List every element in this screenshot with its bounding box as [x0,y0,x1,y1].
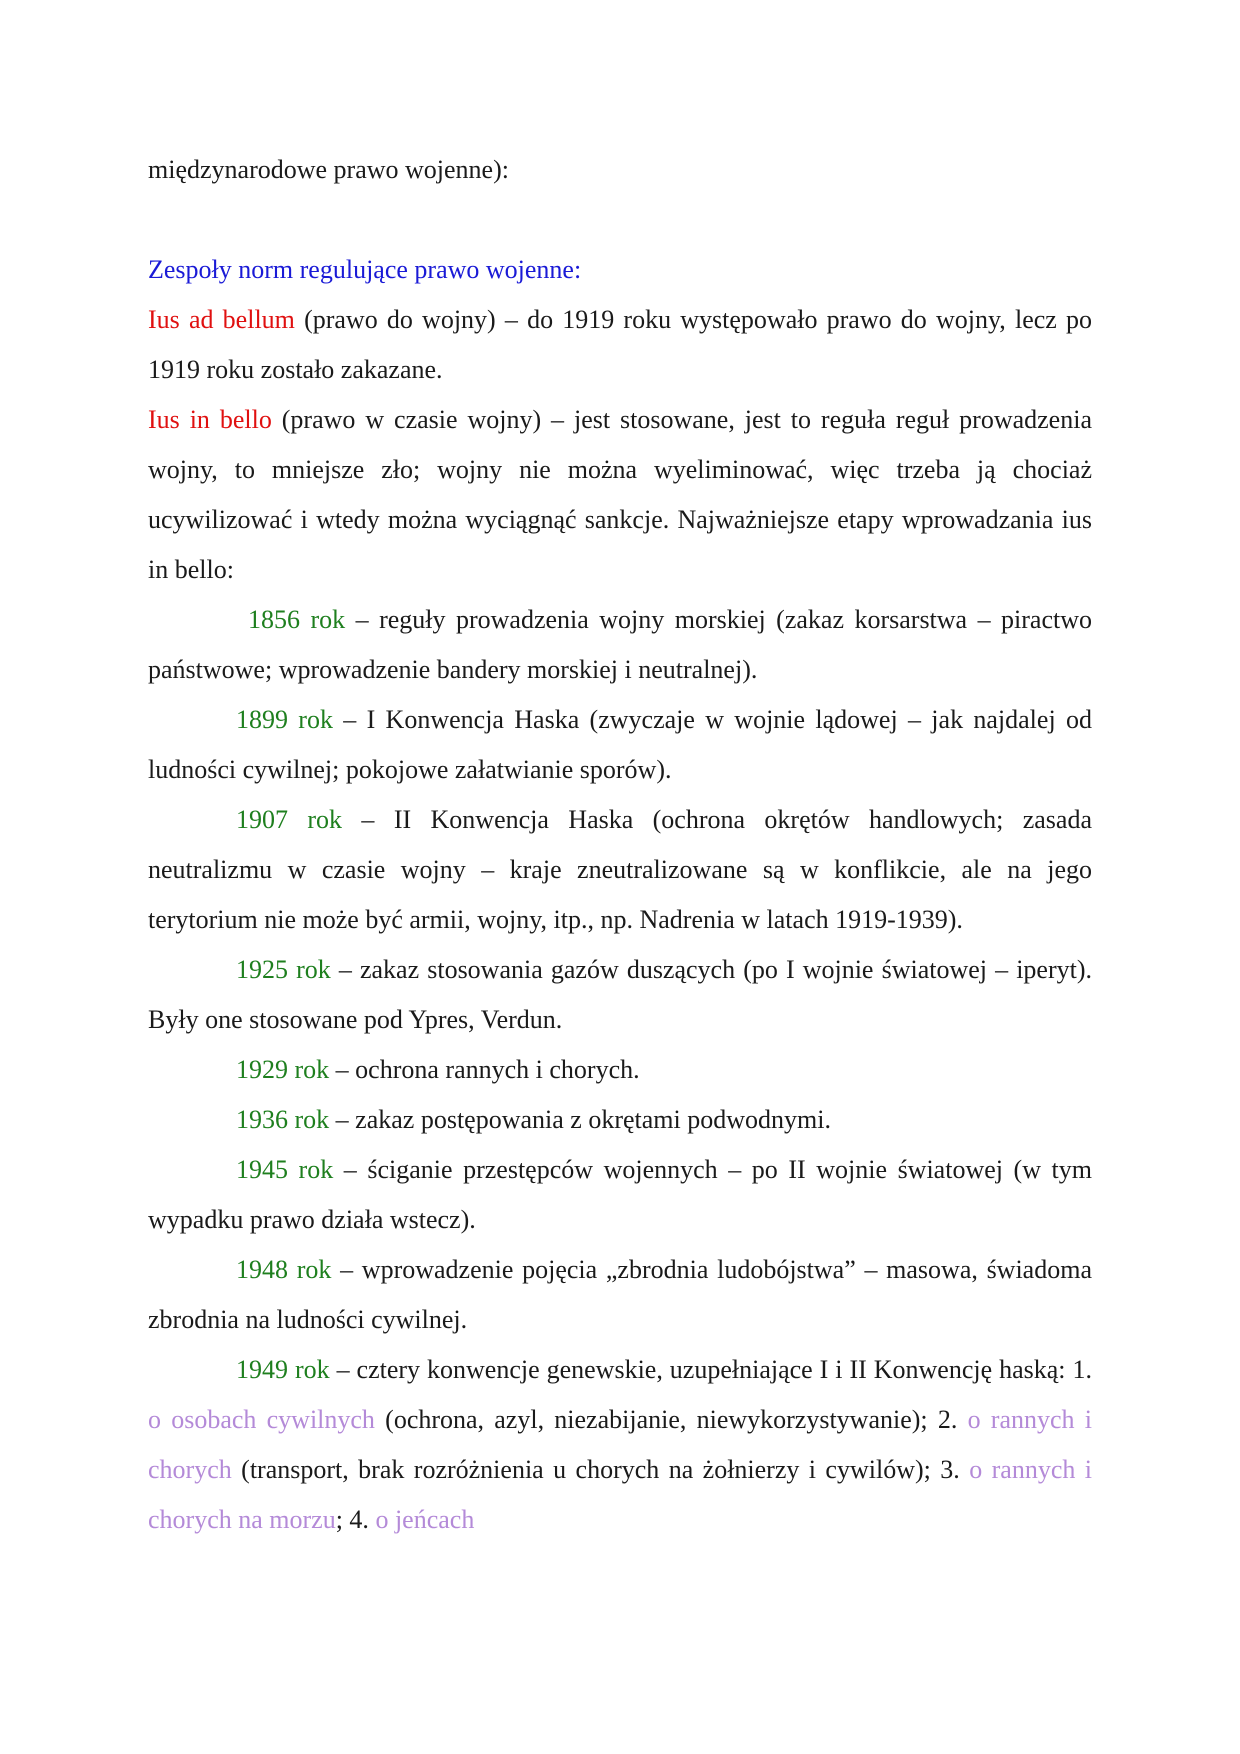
convention-prisoners: o jeńcach [375,1505,475,1534]
ius-in-bello-paragraph [148,395,1092,595]
convention-wounded-sick-at-sea: o rannych i chorych na morzu [148,1455,1092,1534]
ius-in-bello-text: (prawo w czasie wojny) – jest stosowane, jest to reguła reguł prowadzenia wojny, to mniejsze zło; wojny nie można wyeliminować, więc trzeba ją chociaż ucywilizować i wtedy można wyciągnąć sankcje. Najważniejsze etapy wprowadzania ius in bello: [148,405,1092,584]
milestone-paragraph-1856 [148,595,1092,695]
milestone-text: – reguły prowadzenia wojny morskiej (zakaz korsarstwa – piractwo państwowe; wprowadzenie bandery morskiej i neutralnej). [148,605,1092,684]
milestone-text: – wprowadzenie pojęcia „zbrodnia ludobójstwa” – masowa, świadoma zbrodnia na ludności cywilnej. [148,1255,1092,1334]
convention-civilians: o osobach cywilnych [148,1405,375,1434]
milestone-text: – zakaz postępowania z okrętami podwodnymi. [329,1105,831,1134]
milestone-year: 1948 rok [236,1255,332,1284]
milestone-year: 1936 rok [236,1105,330,1134]
intro-tail-line: międzynarodowe prawo wojenne): [148,155,509,184]
convention-wounded-sick: o rannych i chorych [148,1405,1092,1484]
geneva-text-2: (transport, brak rozróżnienia u chorych na żołnierzy i cywilów); 3. [231,1455,970,1484]
geneva-text-3: ; 4. [335,1505,376,1534]
milestone-text: – zakaz stosowania gazów duszących (po I wojnie światowej – iperyt). Były one stosowane pod Ypres, Verdun. [148,955,1092,1034]
milestone-year: 1899 rok [236,705,333,734]
paragraph-gap [148,195,1092,245]
milestone-paragraph-1907 [148,795,1092,945]
milestone-paragraph-1948 [148,1245,1092,1345]
milestone-paragraph-1929 [148,1045,1092,1095]
milestone-paragraph-1899 [148,695,1092,795]
milestone-paragraph-1945 [148,1145,1092,1245]
milestone-year: 1925 rok [236,955,331,984]
section-heading: Zespoły norm regulujące prawo wojenne: [148,255,582,284]
ius-in-bello-term: Ius in bello [148,405,272,434]
milestone-paragraph-1949 [148,1345,1092,1545]
ius-ad-bellum-text: (prawo do wojny) – do 1919 roku występowało prawo do wojny, lecz po 1919 roku zostało zakazane. [148,305,1092,384]
milestone-text: – ściganie przestępców wojennych – po II wojnie światowej (w tym wypadku prawo działa wstecz). [148,1155,1092,1234]
milestone-text: – II Konwencja Haska (ochrona okrętów handlowych; zasada neutralizmu w czasie wojny – kraje zneutralizowane są w konflikcie, ale na jego terytorium nie może być armii, wojny, itp., np. Nadrenia w latach 1919-1939). [148,805,1092,934]
milestone-year: 1949 rok [236,1355,330,1384]
geneva-intro-text: – cztery konwencje genewskie, uzupełniające I i II Konwencję haską: 1. [329,1355,1092,1384]
milestone-year: 1907 rok [236,805,343,834]
milestone-text: – I Konwencja Haska (zwyczaje w wojnie lądowej – jak najdalej od ludności cywilnej; pokojowe załatwianie sporów). [148,705,1092,784]
milestone-paragraph-1936 [148,1095,1092,1145]
geneva-text-1: (ochrona, azyl, niezabijanie, niewykorzystywanie); 2. [374,1405,968,1434]
milestone-year: 1856 rok [248,605,346,634]
milestone-paragraph-1925 [148,945,1092,1045]
ius-ad-bellum-term: Ius ad bellum [148,305,295,334]
milestone-year: 1945 rok [236,1155,334,1184]
ius-ad-bellum-paragraph [148,295,1092,395]
milestone-year: 1929 rok [236,1055,330,1084]
milestone-text: – ochrona rannych i chorych. [329,1055,640,1084]
